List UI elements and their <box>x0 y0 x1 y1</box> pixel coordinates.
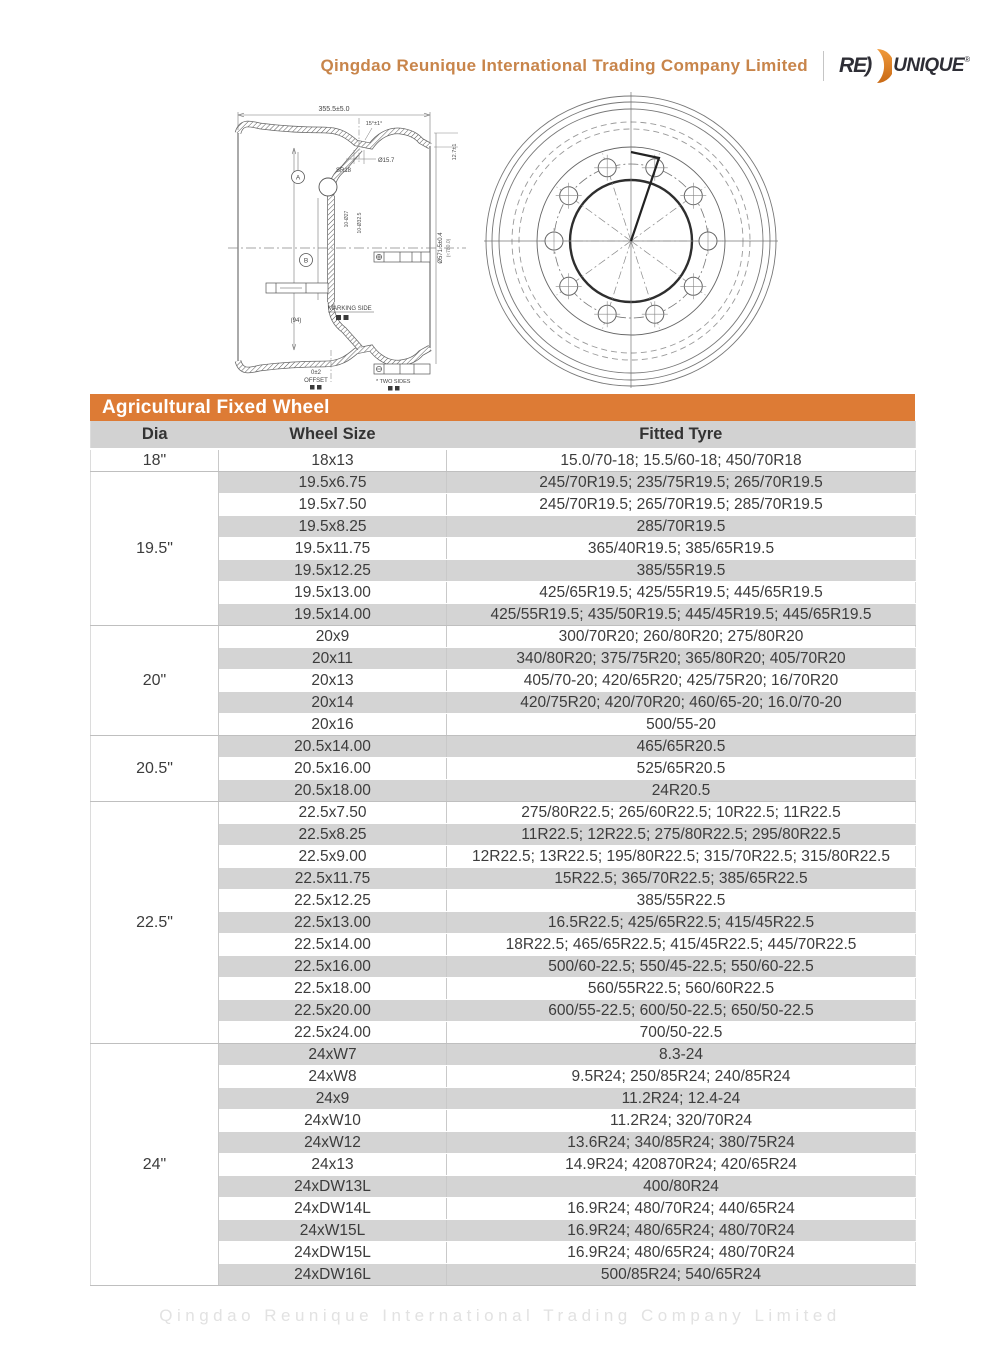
dim-flange-label: 12.7±1 <box>452 143 458 161</box>
fitted-tyre-cell: 425/55R19.5; 435/50R19.5; 445/45R19.5; 445/65R19.5 <box>447 604 916 626</box>
fitted-tyre-cell: 500/60-22.5; 550/45-22.5; 550/60-22.5 <box>447 956 916 978</box>
offset-callout <box>304 350 331 390</box>
page-header <box>320 48 970 84</box>
fitted-tyre-cell: 8.3-24 <box>447 1044 916 1066</box>
header-divider <box>823 51 824 81</box>
dim-diameter-label: Ø571.5±0.4 <box>438 232 444 264</box>
fitted-tyre-cell: 14.9R24; 420870R24; 420/65R24 <box>447 1154 916 1176</box>
logo-text-unique: UNIQUE <box>893 55 965 76</box>
wheel-size-cell: 24xDW16L <box>219 1264 447 1286</box>
fitted-tyre-cell: 16.9R24; 480/65R24; 480/70R24 <box>447 1220 916 1242</box>
wheel-size-cell: 19.5x12.25 <box>219 560 447 582</box>
weld-radius-label: SR18 <box>336 168 352 174</box>
table-row <box>91 736 916 758</box>
svg-text:A: A <box>295 174 301 182</box>
bolt-holes-big-label: 10-Ø32.5 <box>357 212 363 234</box>
fitted-tyre-cell: 525/65R20.5 <box>447 758 916 780</box>
wheel-size-cell: 24x9 <box>219 1088 447 1110</box>
dim-width-label: 355.5±5.0 <box>318 106 350 113</box>
fitted-tyre-cell: 385/55R19.5 <box>447 560 916 582</box>
disc-depth-label: (94) <box>290 318 302 324</box>
tolerance-frame-left <box>266 283 328 293</box>
wheel-size-cell: 22.5x8.25 <box>219 824 447 846</box>
fitted-tyre-cell: 700/50-22.5 <box>447 1022 916 1044</box>
logo-crescent-icon <box>872 48 892 84</box>
fitted-tyre-cell: 245/70R19.5; 265/70R19.5; 285/70R19.5 <box>447 494 916 516</box>
dia-cell: 18" <box>91 449 219 472</box>
valve-hole-label: Ø15.7 <box>378 158 395 164</box>
wheel-size-cell: 24x13 <box>219 1154 447 1176</box>
wheel-cross-section-drawing <box>228 92 466 407</box>
footer-watermark: Qingdao Reunique International Trading Company Limited <box>159 1306 841 1325</box>
wheel-size-cell: 20.5x14.00 <box>219 736 447 758</box>
wheel-front-view-drawing <box>476 90 786 390</box>
fitted-tyre-cell: 12R22.5; 13R22.5; 195/80R22.5; 315/70R22.5; 315/80R22.5 <box>447 846 916 868</box>
fitted-tyre-cell: 560/55R22.5; 560/60R22.5 <box>447 978 916 1000</box>
logo-paren: ) <box>865 54 873 77</box>
wheel-size-cell: 18x13 <box>219 449 447 472</box>
wheel-size-cell: 22.5x11.75 <box>219 868 447 890</box>
angle-leader <box>365 128 372 140</box>
dia-cell: 22.5" <box>91 802 219 1044</box>
svg-text:MARKING SIDE: MARKING SIDE <box>328 306 372 312</box>
company-logo <box>839 48 970 84</box>
fitted-tyre-cell: 15.0/70-18; 15.5/60-18; 450/70R18 <box>447 449 916 472</box>
column-header-wheel-size: Wheel Size <box>219 421 447 449</box>
wheel-size-cell: 20.5x16.00 <box>219 758 447 780</box>
fitted-tyre-cell: 340/80R20; 375/75R20; 365/80R20; 405/70R20 <box>447 648 916 670</box>
wheel-size-cell: 22.5x12.25 <box>219 890 447 912</box>
wheel-size-cell: 24xDW15L <box>219 1242 447 1264</box>
wheel-size-cell: 24xW7 <box>219 1044 447 1066</box>
wheel-size-cell: 20x9 <box>219 626 447 648</box>
fitted-tyre-cell: 16.5R22.5; 425/65R22.5; 415/45R22.5 <box>447 912 916 934</box>
table-row <box>91 802 916 824</box>
tolerance-frame-mid <box>374 252 430 262</box>
fitted-tyre-cell: 16.9R24; 480/65R24; 480/70R24 <box>447 1242 916 1264</box>
fitted-tyre-cell: 16.9R24; 480/70R24; 440/65R24 <box>447 1198 916 1220</box>
tolerance-frame-bottom <box>374 364 430 391</box>
datum-a-bubble <box>292 152 305 184</box>
fitted-tyre-cell: 18R22.5; 465/65R22.5; 415/45R22.5; 445/70R22.5 <box>447 934 916 956</box>
svg-text:B: B <box>303 257 309 265</box>
table-row <box>91 626 916 648</box>
wheel-table-body <box>91 449 916 1286</box>
table-row <box>91 449 916 472</box>
wheel-size-cell: 19.5x6.75 <box>219 472 447 494</box>
fitted-tyre-cell: 275/80R22.5; 265/60R22.5; 10R22.5; 11R22.5 <box>447 802 916 824</box>
wheel-size-cell: 24xDW14L <box>219 1198 447 1220</box>
dia-cell: 20" <box>91 626 219 736</box>
fitted-tyre-cell: 15R22.5; 365/70R22.5; 385/65R22.5 <box>447 868 916 890</box>
svg-text:0±2: 0±2 <box>311 370 321 376</box>
dia-cell: 24" <box>91 1044 219 1286</box>
fitted-tyre-cell: 285/70R19.5 <box>447 516 916 538</box>
wheel-size-cell: 22.5x20.00 <box>219 1000 447 1022</box>
wheel-size-cell: 22.5x18.00 <box>219 978 447 1000</box>
fitted-tyre-cell: 11.2R24; 12.4-24 <box>447 1088 916 1110</box>
fitted-tyre-cell: 425/65R19.5; 425/55R19.5; 445/65R19.5 <box>447 582 916 604</box>
fitted-tyre-cell: 500/85R24; 540/65R24 <box>447 1264 916 1286</box>
fitted-tyre-cell: 245/70R19.5; 235/75R19.5; 265/70R19.5 <box>447 472 916 494</box>
dim-diameter-ref-label: (≈780.0) <box>446 238 452 258</box>
wheel-size-cell: 19.5x14.00 <box>219 604 447 626</box>
fitted-tyre-cell: 600/55-22.5; 600/50-22.5; 650/50-22.5 <box>447 1000 916 1022</box>
fitted-tyre-cell: 365/40R19.5; 385/65R19.5 <box>447 538 916 560</box>
fitted-tyre-cell: 11.2R24; 320/70R24 <box>447 1110 916 1132</box>
fitted-tyre-cell: 9.5R24; 250/85R24; 240/85R24 <box>447 1066 916 1088</box>
fitted-tyre-cell: 24R20.5 <box>447 780 916 802</box>
fitted-tyre-cell: 385/55R22.5 <box>447 890 916 912</box>
wheel-size-cell: 20x14 <box>219 692 447 714</box>
wheel-size-cell: 24xW8 <box>219 1066 447 1088</box>
wheel-size-cell: 24xW10 <box>219 1110 447 1132</box>
fitted-tyre-cell: 405/70-20; 420/65R20; 425/75R20; 16/70R20 <box>447 670 916 692</box>
wheel-size-cell: 24xW15L <box>219 1220 447 1242</box>
wheel-size-cell: 22.5x14.00 <box>219 934 447 956</box>
well-angle-label: 15°±1° <box>365 121 383 127</box>
wheel-size-cell: 24xW12 <box>219 1132 447 1154</box>
wheel-size-cell: 20x13 <box>219 670 447 692</box>
fitted-tyre-cell: 13.6R24; 340/85R24; 380/75R24 <box>447 1132 916 1154</box>
company-name: Qingdao Reunique International Trading Company Limited <box>320 56 808 75</box>
wheel-size-cell: 22.5x16.00 <box>219 956 447 978</box>
bolt-holes-small-label: 10-Ø27 <box>344 210 350 228</box>
wheel-size-cell: 22.5x24.00 <box>219 1022 447 1044</box>
dia-cell: 19.5" <box>91 472 219 626</box>
wheel-size-cell: 19.5x11.75 <box>219 538 447 560</box>
fitted-tyre-cell: 420/75R20; 420/70R20; 460/65-20; 16.0/70-20 <box>447 692 916 714</box>
table-row <box>91 1044 916 1066</box>
dia-cell: 20.5" <box>91 736 219 802</box>
logo-registered-mark: ® <box>964 54 970 64</box>
wheel-spec-table <box>90 421 916 1286</box>
wheel-size-cell: 19.5x8.25 <box>219 516 447 538</box>
svg-text:OFFSET: OFFSET <box>304 378 328 384</box>
table-row <box>91 472 916 494</box>
fitted-tyre-cell: 400/80R24 <box>447 1176 916 1198</box>
wheel-size-cell: 20x11 <box>219 648 447 670</box>
logo-text-re: RE <box>839 54 867 77</box>
table-header-row <box>91 421 916 449</box>
fitted-tyre-cell: 500/55-20 <box>447 714 916 736</box>
table-title-banner: Agricultural Fixed Wheel <box>90 394 915 421</box>
two-sides-label: * TWO SIDES <box>376 379 411 385</box>
datum-b-bubble <box>300 254 313 267</box>
wheel-size-cell: 24xDW13L <box>219 1176 447 1198</box>
wheel-size-cell: 20.5x18.00 <box>219 780 447 802</box>
fitted-tyre-cell: 300/70R20; 260/80R20; 275/80R20 <box>447 626 916 648</box>
column-header-dia: Dia <box>91 421 219 449</box>
column-header-fitted-tyre: Fitted Tyre <box>447 421 916 449</box>
wheel-size-cell: 22.5x9.00 <box>219 846 447 868</box>
wheel-size-cell: 22.5x7.50 <box>219 802 447 824</box>
wheel-size-cell: 20x16 <box>219 714 447 736</box>
fitted-tyre-cell: 465/65R20.5 <box>447 736 916 758</box>
fitted-tyre-cell: 11R22.5; 12R22.5; 275/80R22.5; 295/80R22.5 <box>447 824 916 846</box>
wheel-size-cell: 19.5x13.00 <box>219 582 447 604</box>
wheel-size-cell: 22.5x13.00 <box>219 912 447 934</box>
wheel-size-cell: 19.5x7.50 <box>219 494 447 516</box>
